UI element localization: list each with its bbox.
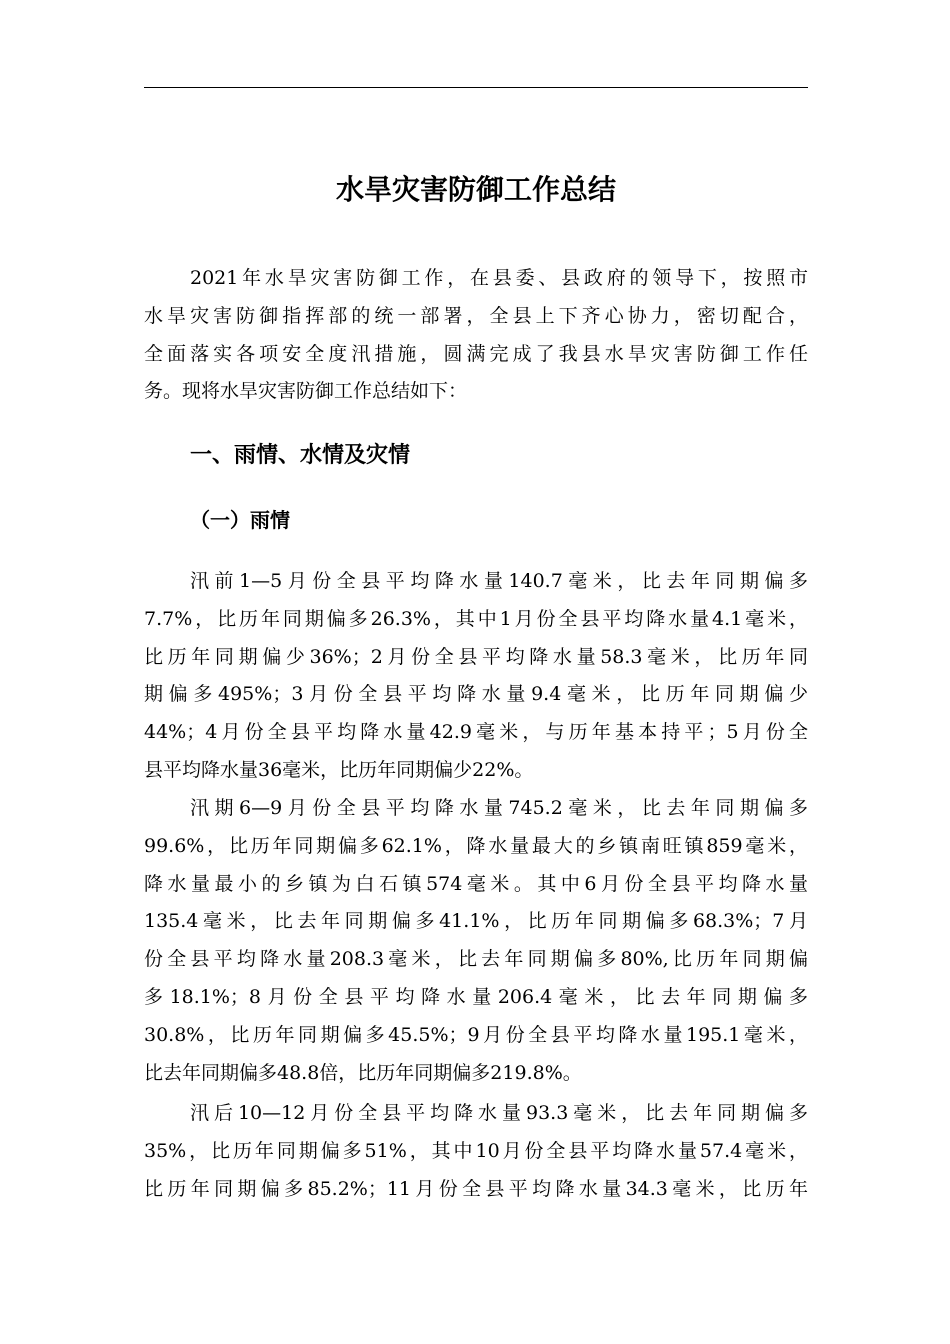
paragraph-line: 县平均降水量36毫米，比历年同期偏少22%。 xyxy=(144,758,534,781)
header-rule xyxy=(144,87,808,88)
paragraph-line: 比历年同期偏少36%；2月份全县平均降水量58.3毫米，比历年同 xyxy=(144,645,808,668)
document-title: 水旱灾害防御工作总结 xyxy=(335,173,616,206)
paragraph-line: 汛前1—5月份全县平均降水量140.7毫米，比去年同期偏多 xyxy=(190,570,808,592)
paragraph-line: 份全县平均降水量208.3毫米，比去年同期偏多80%,比历年同期偏 xyxy=(144,948,808,971)
paragraph-line: 汛期6—9月份全县平均降水量745.2毫米，比去年同期偏多 xyxy=(190,797,808,819)
paragraph-post-flood-season xyxy=(144,1095,808,1208)
paragraph-line: 比去年同期偏多48.8倍，比历年同期偏多219.8%。 xyxy=(144,1061,582,1084)
paragraph-line: 降水量最小的乡镇为白石镇574毫米。其中6月份全县平均降水量 xyxy=(144,872,808,895)
paragraph-line: 99.6%，比历年同期偏多62.1%，降水量最大的乡镇南旺镇859毫米， xyxy=(144,834,808,857)
section-heading-rain-water-disaster: 一、雨情、水情及灾情 xyxy=(190,443,411,468)
paragraph-line: 汛后10—12月份全县平均降水量93.3毫米，比去年同期偏多 xyxy=(190,1102,808,1124)
paragraph-line: 135.4毫米，比去年同期偏多41.1%，比历年同期偏多68.3%；7月 xyxy=(144,910,808,933)
paragraph-line: 30.8%，比历年同期偏多45.5%；9月份全县平均降水量195.1毫米， xyxy=(144,1023,808,1046)
paragraph-line: 7.7%，比历年同期偏多26.3%，其中1月份全县平均降水量4.1毫米， xyxy=(144,607,808,630)
intro-line: 水旱灾害防御指挥部的统一部署，全县上下齐心协力，密切配合， xyxy=(144,304,808,327)
paragraph-line: 多18.1%；8月份全县平均降水量206.4毫米，比去年同期偏多 xyxy=(144,985,808,1008)
intro-line: 2021年水旱灾害防御工作，在县委、县政府的领导下，按照市 xyxy=(190,267,808,289)
intro-paragraph xyxy=(144,260,808,411)
paragraph-line: 期偏多495%；3月份全县平均降水量9.4毫米，比历年同期偏少 xyxy=(144,683,808,706)
paragraph-line: 比历年同期偏多85.2%；11月份全县平均降水量34.3毫米，比历年 xyxy=(144,1177,808,1200)
paragraph-line: 35%，比历年同期偏多51%，其中10月份全县平均降水量57.4毫米， xyxy=(144,1139,808,1162)
paragraph-flood-season xyxy=(144,790,808,1092)
paragraph-line: 44%；4月份全县平均降水量42.9毫米，与历年基本持平；5月份全 xyxy=(144,721,808,744)
subsection-heading-rainfall: （一）雨情 xyxy=(190,508,290,532)
paragraph-pre-flood-season xyxy=(144,563,808,790)
intro-line: 全面落实各项安全度汛措施，圆满完成了我县水旱灾害防御工作任 xyxy=(144,342,808,365)
intro-line: 务。现将水旱灾害防御工作总结如下： xyxy=(144,380,468,403)
